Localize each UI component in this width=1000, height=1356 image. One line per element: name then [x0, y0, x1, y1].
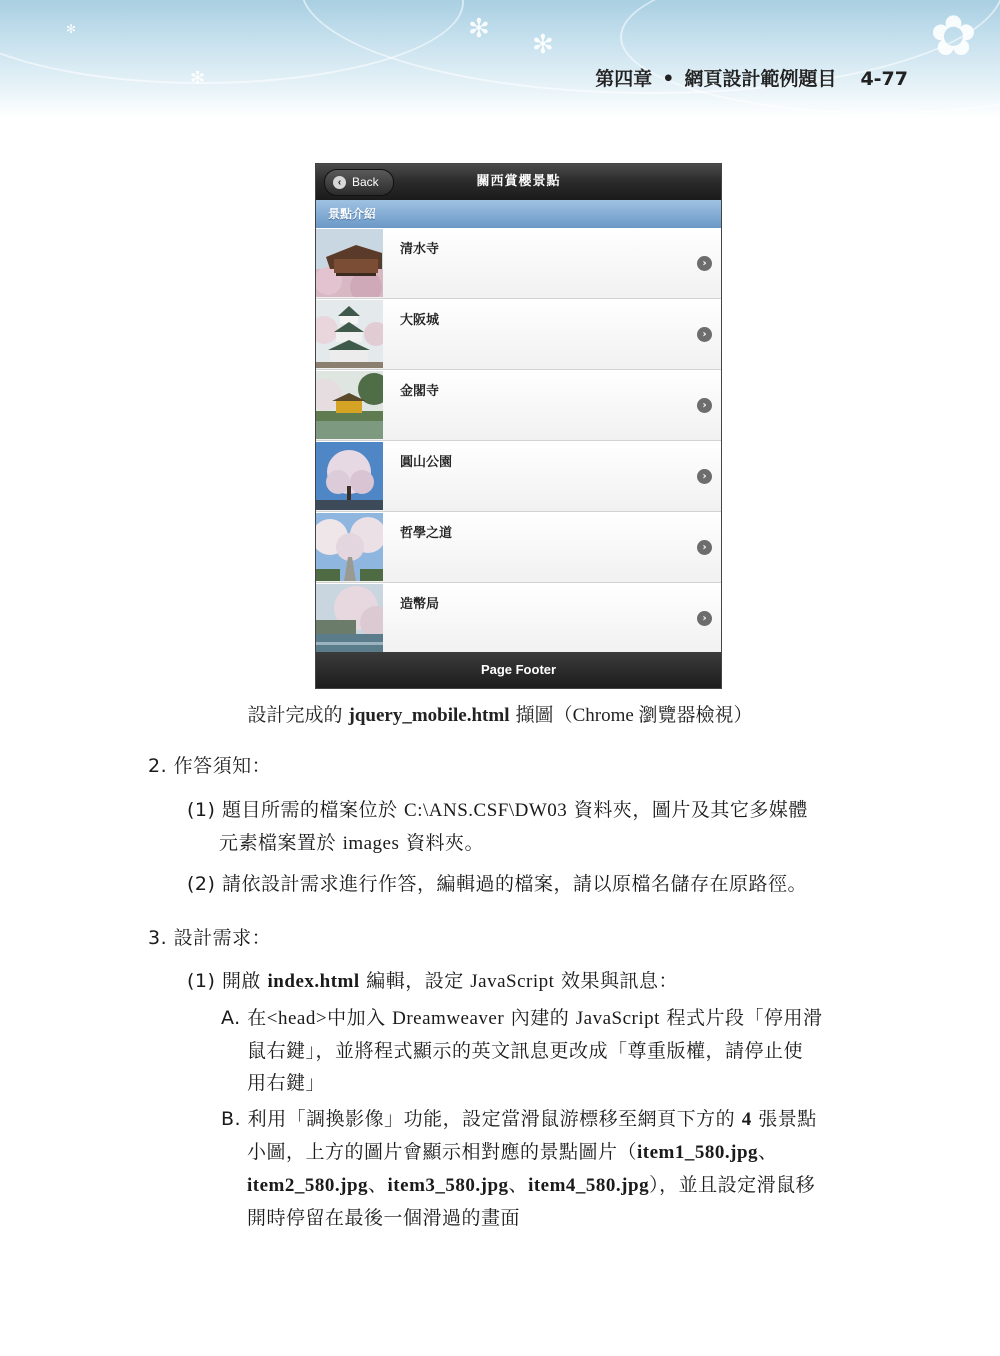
chevron-right-icon: ›	[697, 256, 712, 271]
filename-text: item4_580.jpg	[528, 1175, 650, 1196]
caption-filename: jquery_mobile.html	[348, 705, 510, 726]
text-run: 利用「調換影像」功能，設定當滑鼠游標移至網頁下方的	[247, 1108, 736, 1130]
spot-thumbnail	[316, 229, 383, 297]
item-number: (1)	[187, 970, 216, 992]
text-run: 張景點	[758, 1108, 817, 1130]
filename-text: item3_580.jpg	[387, 1175, 509, 1196]
text-run: 元素檔案置於	[219, 832, 337, 854]
continuation-line: 用右鍵」	[247, 1072, 326, 1094]
mobile-title: 關西賞櫻景點	[476, 174, 561, 189]
list-item[interactable]	[316, 583, 721, 654]
text-run: 、	[758, 1141, 778, 1163]
text-run: 中加入	[327, 1007, 386, 1029]
item-letter: A.	[221, 1007, 241, 1029]
continuation-line: 開時停留在最後一個滑過的畫面	[247, 1207, 521, 1229]
back-label: Back	[352, 175, 379, 189]
list-item[interactable]	[316, 512, 721, 583]
section-3-title: 3. 設計需求：	[148, 927, 272, 949]
flower-icon: ✻	[532, 30, 554, 60]
chevron-right-icon: ›	[697, 327, 712, 342]
running-header	[595, 64, 908, 91]
mobile-footer: Page Footer	[316, 652, 721, 688]
text-run: 、	[508, 1174, 529, 1196]
count-text: 4	[741, 1109, 752, 1130]
caption-paren: （Chrome 瀏覽器檢視）	[553, 705, 753, 726]
tag-text: <head>	[266, 1008, 328, 1029]
list-item[interactable]	[316, 370, 721, 441]
item-number: (1)	[187, 799, 216, 821]
figure-caption	[0, 700, 1000, 727]
text-run: 題目所需的檔案位於	[221, 799, 398, 821]
mobile-screenshot	[315, 163, 722, 689]
spot-thumbnail	[316, 371, 383, 439]
folder-text: images	[342, 833, 400, 854]
mobile-header	[316, 164, 721, 200]
filename-text: index.html	[267, 971, 360, 992]
item-number: (2)	[187, 873, 216, 895]
list-divider: 景點介紹	[316, 200, 721, 228]
page-number: 4-77	[860, 68, 908, 90]
list-item[interactable]	[316, 228, 721, 299]
continuation-line: 鼠右鍵」，並將程式顯示的英文訊息更改成「尊重版權，請停止使	[247, 1040, 804, 1062]
section-label: 網頁設計範例題目	[684, 68, 837, 90]
caption-prefix: 設計完成的	[247, 704, 343, 726]
section-3-item-1	[187, 965, 877, 998]
text-run: 請依設計需求進行作答，編輯過的檔案，請以原檔名儲存在原路徑。	[221, 873, 807, 895]
section-2-item-1	[187, 794, 877, 860]
chevron-right-icon: ›	[697, 469, 712, 484]
chevron-right-icon: ›	[697, 611, 712, 626]
item-A	[221, 1002, 877, 1099]
text-run: 程式片段「停用滑	[666, 1007, 823, 1029]
header-bullet: •	[662, 68, 675, 90]
spot-thumbnail	[316, 442, 383, 510]
item-letter: B.	[221, 1108, 242, 1130]
text-run: 在	[247, 1007, 267, 1029]
app-name-text: Dreamweaver	[392, 1008, 505, 1029]
caption-mid: 擷圖	[515, 704, 554, 726]
path-text: C:\ANS.CSF\DW03	[404, 800, 568, 821]
text-run: ），並且設定滑鼠移	[649, 1174, 816, 1196]
section-2-title: 2. 作答須知：	[148, 755, 272, 777]
flower-icon: ✻	[190, 68, 206, 89]
continuation-line	[187, 827, 877, 860]
text-run: 內建的	[510, 1007, 570, 1029]
text-run: 編輯，設定	[366, 970, 464, 992]
filename-text: item1_580.jpg	[637, 1142, 759, 1163]
list-item-label: 圓山公園	[400, 455, 453, 470]
page-banner	[0, 0, 1000, 118]
item-B	[221, 1103, 877, 1234]
flower-icon: ✻	[468, 14, 490, 44]
chapter-label: 第四章	[595, 68, 653, 90]
filename-text: item2_580.jpg	[247, 1175, 369, 1196]
chevron-right-icon: ›	[697, 398, 712, 413]
spot-list	[316, 228, 721, 654]
list-item-label: 金閣寺	[400, 384, 440, 399]
chevron-left-icon: ‹	[333, 176, 346, 189]
spot-thumbnail	[316, 513, 383, 581]
text-run: 資料夾。	[405, 832, 484, 854]
js-text: JavaScript	[575, 1008, 660, 1029]
list-item-label: 清水寺	[400, 242, 440, 257]
js-text: JavaScript	[470, 971, 555, 992]
flower-icon: ✿	[930, 4, 977, 69]
section-2-item-2	[187, 868, 877, 900]
list-item[interactable]	[316, 299, 721, 370]
list-item-label: 哲學之道	[400, 526, 453, 541]
list-item-label: 造幣局	[400, 597, 440, 612]
spot-thumbnail	[316, 300, 383, 368]
text-run: 小圖，上方的圖片會顯示相對應的景點圖片（	[247, 1141, 638, 1163]
continuation-line	[221, 1136, 877, 1169]
list-item-label: 大阪城	[400, 313, 440, 328]
continuation-line	[221, 1169, 877, 1202]
chevron-right-icon: ›	[697, 540, 712, 555]
text-run: 效果與訊息：	[560, 970, 678, 992]
flower-icon: ✻	[66, 22, 77, 36]
text-run: 資料夾，圖片及其它多媒體	[573, 799, 808, 821]
text-run: 、	[368, 1174, 388, 1196]
list-item[interactable]	[316, 441, 721, 512]
text-run: 開啟	[221, 970, 261, 992]
spot-thumbnail	[316, 584, 383, 652]
